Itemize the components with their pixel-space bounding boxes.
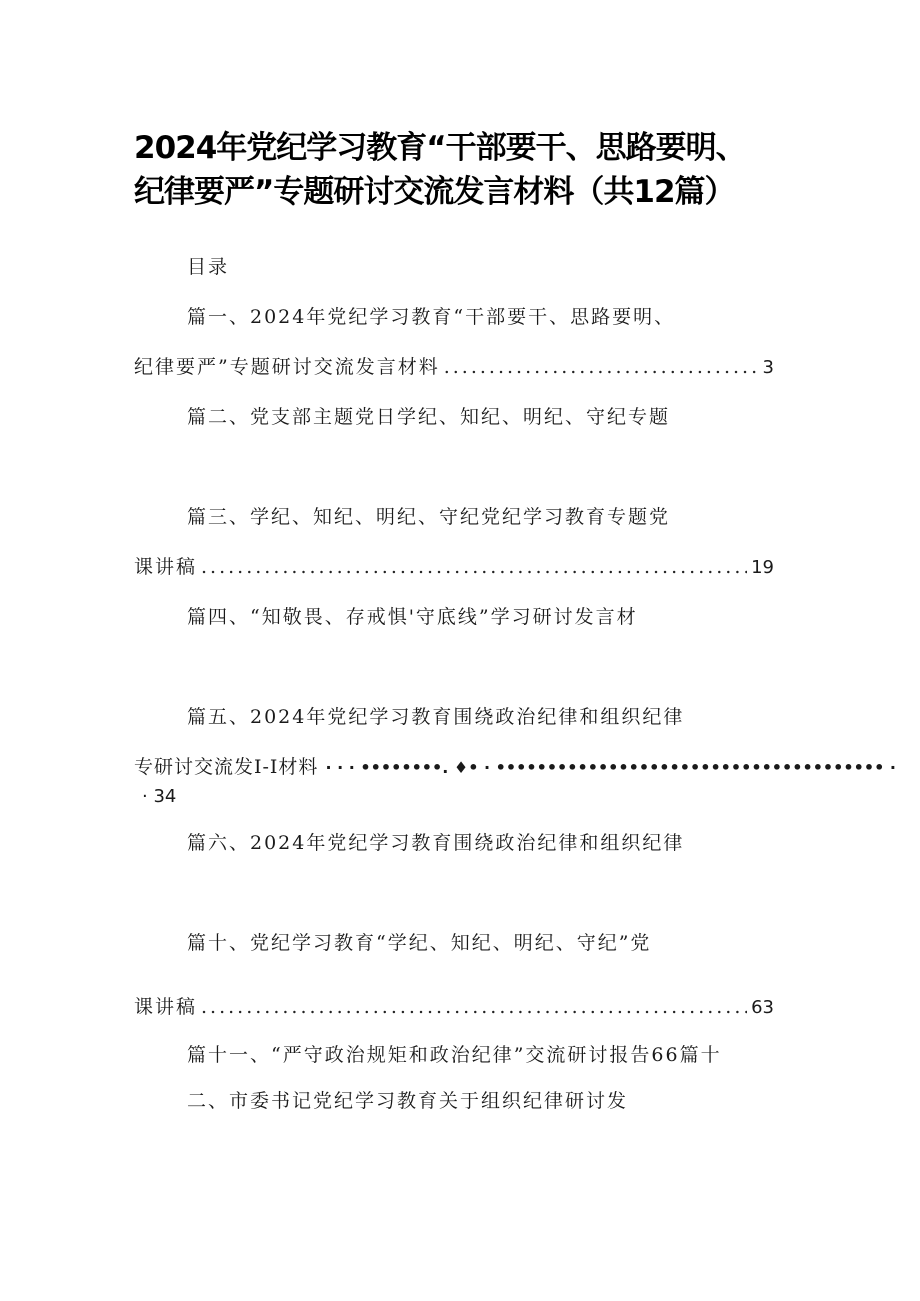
toc-entry-12-line[interactable]: 二、市委书记党纪学习教育关于组织纪律研讨发 xyxy=(187,1090,629,1112)
toc-heading: 目录 xyxy=(187,256,230,278)
toc-entry-10-page: 63 xyxy=(751,997,774,1018)
toc-entry-1-text: 纪律要严”专题研讨交流发言材料 xyxy=(134,356,440,378)
document-title-line-1: 2024年党纪学习教育“干部要干、思路要明、 xyxy=(134,130,746,166)
toc-leader-dots xyxy=(201,552,747,582)
toc-entry-5-page: · 34 xyxy=(142,786,177,807)
toc-entry-10-line-2[interactable] xyxy=(134,992,774,1023)
toc-entry-10-line-1: 篇十、党纪学习教育“学纪、知纪、明纪、守纪”党 xyxy=(187,932,652,954)
toc-entry-5-line-1: 篇五、2024年党纪学习教育围绕政治纪律和组织纪律 xyxy=(187,706,685,728)
toc-entry-1-line-2[interactable] xyxy=(134,352,774,383)
toc-entry-2-line-1[interactable]: 篇二、党支部主题党日学纪、知纪、明纪、守纪专题 xyxy=(187,406,671,428)
toc-entry-1-page: 3 xyxy=(762,357,774,378)
toc-entry-3-line-2[interactable] xyxy=(134,552,774,583)
toc-entry-5-text: 专研讨交流发I-I材料 xyxy=(134,756,319,778)
toc-entry-1-line-1: 篇一、2024年党纪学习教育“干部要干、思路要明、 xyxy=(187,306,676,328)
toc-entry-10-text: 课讲稿 xyxy=(134,996,198,1018)
toc-leader-dots xyxy=(201,992,747,1022)
toc-entry-5-leader: · · · ••••••••. ♦• · •••••••••••••••••••••••••••••••••••••• · xyxy=(325,758,896,777)
document-title-line-2: 纪律要严”专题研讨交流发言材料（共12篇） xyxy=(134,174,735,210)
toc-entry-11-line[interactable]: 篇十一、“严守政治规矩和政治纪律”交流研讨报告66篇十 xyxy=(187,1044,722,1066)
toc-entry-3-page: 19 xyxy=(751,557,774,578)
toc-entry-6-line-1[interactable]: 篇六、2024年党纪学习教育围绕政治纪律和组织纪律 xyxy=(187,832,685,854)
toc-entry-3-text: 课讲稿 xyxy=(134,556,198,578)
toc-leader-dots xyxy=(444,352,759,382)
toc-entry-4-line-1[interactable]: 篇四、“知敬畏、存戒惧'守底线”学习研讨发言材 xyxy=(187,606,638,628)
toc-entry-5-line-2[interactable] xyxy=(134,752,896,783)
toc-entry-3-line-1: 篇三、学纪、知纪、明纪、守纪党纪学习教育专题党 xyxy=(187,506,671,528)
